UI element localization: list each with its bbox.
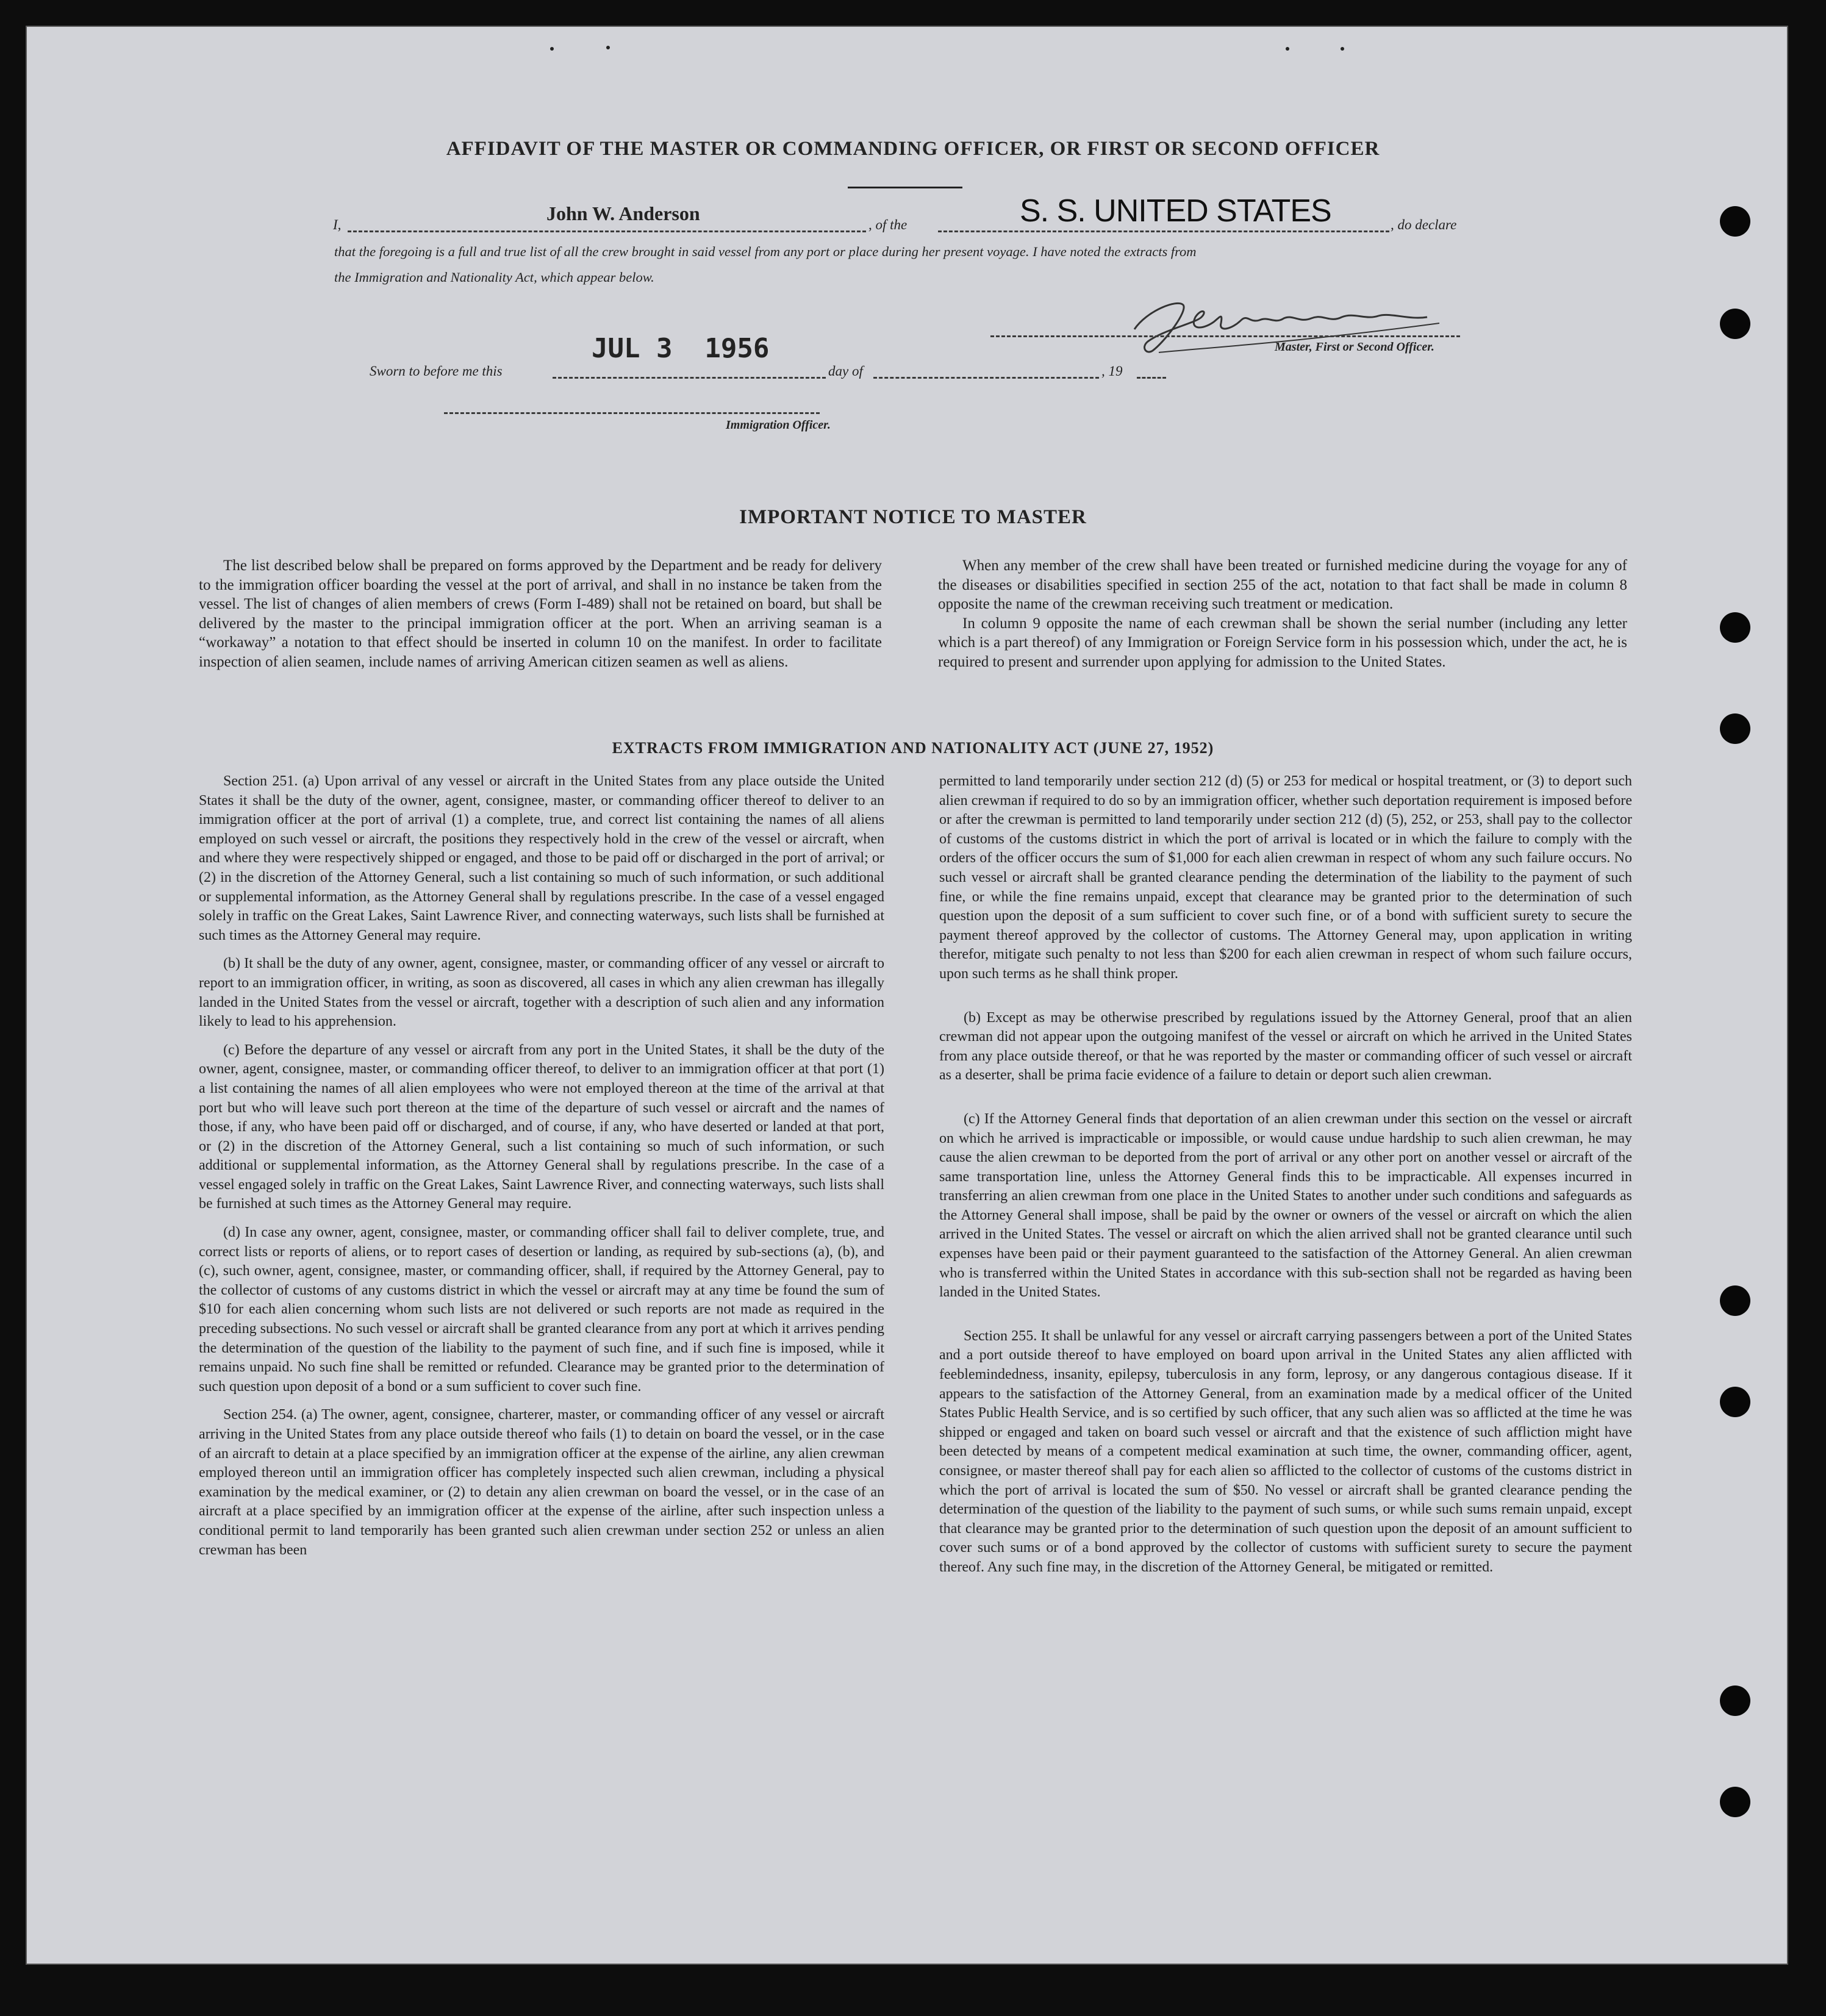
vessel-line (938, 231, 1389, 232)
punch-hole (1720, 1787, 1750, 1817)
notice-right-paragraph-1: When any member of the crew shall have been treated or furnished medicine during the voyage for any of the diseases or disabilities specified in section 255 of the act, notation to that fact shall be made in column 8 opposite the name of the crewman receiving such treatment or medication. (938, 557, 1627, 612)
punch-hole (1720, 309, 1750, 339)
i-prefix: I, (333, 217, 342, 232)
notice-left-paragraph: The list described below shall be prepared on forms approved by the Department and be ready for delivery to the immigration officer boarding the vessel at the port of arrival, and shall in no instance be taken from the vessel. The list of changes of alien members of crews (Form I-489) shall not be retained on board, but shall be delivered by the master to the principal immigration officer at the port. When an arriving seaman is a “workaway” a notation to that effect should be inserted in column 10 on the manifest. In order to facilitate inspection of alien seamen, include names of arriving American citizen seamen as well as aliens. (199, 557, 882, 670)
punch-hole (1720, 1285, 1750, 1316)
master-name: John W. Anderson (546, 202, 700, 224)
speck (550, 47, 554, 51)
sworn-date-stamp: JUL 3 1956 (592, 333, 770, 364)
punch-hole (1720, 612, 1750, 643)
signature-line (990, 335, 1460, 337)
section-254-c: (c) If the Attorney General finds that deportation of an alien crewman under this section on the vessel or aircraft on which he arrived is impracticable or impossible, or would cause undue hardship to such alien crewman, he may cause the alien crewman to be deported from the port of arrival or any other port on another vessel or aircraft of the same transportation line, unless the Attorney General finds this to be impracticable. All expenses incurred in transferring an alien crewman from one place in the United States to another under such conditions and safeguards as the Attorney General shall impose, shall be paid by the owner or owners of the vessel or aircraft on which the alien arrived in the United States. The vessel or aircraft on which the alien arrived shall not be granted clearance until such expenses have been paid or their payment guaranteed to the satisfaction of the Attorney General. An alien crewman who is transferred within the United States in accordance with this sub-section shall not be regarded as having been landed in the United States. (939, 1110, 1632, 1301)
notice-right-paragraph-2: In column 9 opposite the name of each crewman shall be shown the serial number (including any letter which is a part thereof) of any Immigration or Foreign Service form in his possession which, under the act, he is required to present and surrender upon applying for admission to the United States. (938, 615, 1627, 670)
section-255: Section 255. It shall be unlawful for any vessel or aircraft carrying passengers between a port of the United States and a port outside thereof to have employed on board upon arrival in the United States any alien afflicted with feeblemindedness, insanity, epilepsy, tuberculosis in any form, leprosy, or any dangerous contagious disease. If it appears to the satisfaction of the Attorney General, from an examination made by a medical officer of the United States Public Health Service, and is so certified by such officer, that any such alien was so afflicted at the time he was shipped or engaged and taken on board such vessel or aircraft and that the existence of such affliction might have been detected by means of a competent medical examination at such time, the owner, commanding officer, agent, consignee, or master thereof shall pay for each alien so afflicted to the collector of customs of the customs district in which the port of arrival is located the sum of $50. No vessel or aircraft shall be granted clearance pending the determination of the question of the liability to the payment of such sums, or while such sums remain unpaid, except that clearance may be granted prior to the determination of such question upon the deposit of an amount sufficient to cover such sums or of a bond approved by the collector of customs with sufficient surety to secure the payment thereof. Any such fine may, in the discretion of the Attorney General, be mitigated or remitted. (939, 1328, 1632, 1575)
section-254-a: Section 254. (a) The owner, agent, consignee, charterer, master, or commanding officer of any vessel or aircraft arriving in the United States from any place outside thereof who fails (1) to detain on board the vessel, or in the case of an aircraft to detain at a place specified by an immigration officer at the expense of the airline, any alien crewman employed thereon until an immigration officer has completely inspected such alien crewman, including a physical examination by the medical examiner, or (2) to detain any alien crewman on board the vessel, or in the case of an aircraft at a place specified by an immigration officer at the expense of the airline, after such inspection unless a conditional permit to land temporarily has been granted such alien crewman under section 252 or unless an alien crewman has been (199, 1407, 884, 1558)
signer-caption: Master, First or Second Officer. (1275, 340, 1434, 354)
officer-caption: Immigration Officer. (726, 418, 831, 432)
extracts-right-column (939, 772, 1632, 1587)
officer-signature-line (444, 412, 820, 414)
speck (1341, 47, 1344, 51)
name-line (348, 231, 866, 232)
extracts-title: EXTRACTS FROM IMMIGRATION AND NATIONALITY ACT (JUNE 27, 1952) (612, 739, 1214, 757)
of-the-text: , of the (868, 217, 908, 232)
punch-hole (1720, 206, 1750, 237)
affidavit-title: AFFIDAVIT OF THE MASTER OR COMMANDING OFFICER, OR FIRST OR SECOND OFFICER (446, 138, 1380, 160)
sworn-prefix: Sworn to before me this (370, 363, 503, 379)
vessel-name: S. S. UNITED STATES (1020, 193, 1331, 229)
sworn-day-line (553, 377, 826, 379)
do-declare-text: , do declare (1391, 217, 1457, 232)
title-rule (848, 187, 962, 188)
extracts-left-column (199, 772, 884, 1569)
notice-left-column (199, 556, 882, 681)
speck (606, 46, 610, 49)
speck (1286, 47, 1289, 51)
section-254-a-continued: permitted to land temporarily under section 212 (d) (5) or 253 for medical or hospital treatment, or (3) to deport such alien crewman if required to do so by an immigration officer, whether such deportation requirement is imposed before or after the crewman is permitted to land temporarily under section 212 (d) (5), 252, or 253, shall pay to the collector of customs of the customs district in which the port of arrival is located or in which the failure to comply with the orders of the officer occurs the sum of $1,000 for each alien crewman in respect of whom any such failure occurs. No such vessel or aircraft shall be granted clearance pending the determination of the liability to the payment of such fine, or while the fine remains unpaid, except that clearance may be granted prior to the determination of such question upon the deposit of a sum sufficient to cover such fine, or of a bond with sufficient surety to secure the payment thereof approved by the collector of customs. The Attorney General may, upon application in writing therefor, mitigate such penalty to not less than $200 for each alien crewman in respect of whom such failure occurs, upon such terms as he shall think proper. (939, 773, 1632, 982)
day-of-text: day of (828, 363, 863, 379)
section-254-b: (b) Except as may be otherwise prescribed by regulations issued by the Attorney General, proof that an alien crewman did not appear upon the outgoing manifest of the vessel or aircraft on which he arrived in the United States from any place outside thereof, or that he was reported by the master or commanding officer of such vessel or aircraft as a deserter, shall be prima facie evidence of a failure to detain or deport such alien crewman. (939, 1009, 1632, 1084)
notice-title: IMPORTANT NOTICE TO MASTER (739, 506, 1087, 528)
section-251-a: Section 251. (a) Upon arrival of any vessel or aircraft in the United States from any place outside the United States it shall be the duty of the owner, agent, consignee, master, or commanding officer thereof to deliver to an immigration officer at the port of arrival (1) a complete, true, and correct list containing the names of all aliens employed on such vessel or aircraft, the positions they respectively hold in the crew of the vessel or aircraft, when and where they were respectively shipped or engaged, and those to be paid off or discharged in the port of arrival; or (2) in the discretion of the Attorney General, such a list containing so much of such information, or such additional or supplemental information, as the Attorney General shall by regulations prescribe. In the case of a vessel engaged solely in traffic on the Great Lakes, Saint Lawrence River, and connecting waterways, such lists shall be furnished at such times as the Attorney General may require. (199, 773, 884, 943)
declaration-line-1: that the foregoing is a full and true list of all the crew brought in said vessel from any port or place during her present voyage. I have noted the extracts from (334, 244, 1197, 259)
month-line (873, 377, 1099, 379)
notice-right-column (938, 556, 1627, 681)
section-251-d: (d) In case any owner, agent, consignee, master, or commanding officer shall fail to deliver complete, true, and correct lists or reports of aliens, or to report cases of desertion or landing, as required by sub-sections (a), (b), and (c), such owner, agent, consignee, master, or commanding officer, shall, if required by the Attorney General, pay to the collector of customs of any customs district in which the vessel or aircraft may at any time be found the sum of $10 for each alien concerning whom such lists are not delivered or such reports are not made as required in the preceding subsections. No such vessel or aircraft shall be granted clearance from any port at which it arrives pending the determination of the question of the liability to the payment of such fine, and if such fine is imposed, while it remains unpaid. No such fine shall be remitted or refunded. Clearance may be granted prior to the determination of such question upon deposit of a bond or a sum sufficient to cover such fine. (199, 1224, 884, 1395)
section-251-b: (b) It shall be the duty of any owner, agent, consignee, master, or commanding officer of any vessel or aircraft to report to an immigration officer, in writing, as soon as discovered, all cases in which any alien crewman has illegally landed in the United States from the vessel or aircraft, together with a description of such alien and any information likely to lead to his apprehension. (199, 956, 884, 1030)
year-prefix: , 19 (1101, 363, 1123, 379)
section-251-c: (c) Before the departure of any vessel or aircraft from any port in the United States, it shall be the duty of the owner, agent, consignee, master, or commanding officer thereof, to deliver to an immigration officer at that port (1) a list containing the names of all alien employees who were not employed thereon at the time of the arrival at that port but who will leave such port thereon at the time of the departure of such vessel or aircraft and the names of those, if any, who have been paid off or discharged, and of course, if any, who have deserted or landed at that port, or (2) in the discretion of the Attorney General, such a list containing so much of such information, or such additional or supplemental information, as the Attorney General shall by regulations prescribe. In the case of a vessel engaged solely in traffic on the Great Lakes, Saint Lawrence River, and connecting waterways, such lists shall be furnished at such times as the Attorney General may require. (199, 1042, 884, 1212)
punch-hole (1720, 1387, 1750, 1417)
year-line (1137, 377, 1166, 379)
declaration-line-2: the Immigration and Nationality Act, which appear below. (334, 270, 654, 285)
punch-hole (1720, 1685, 1750, 1716)
